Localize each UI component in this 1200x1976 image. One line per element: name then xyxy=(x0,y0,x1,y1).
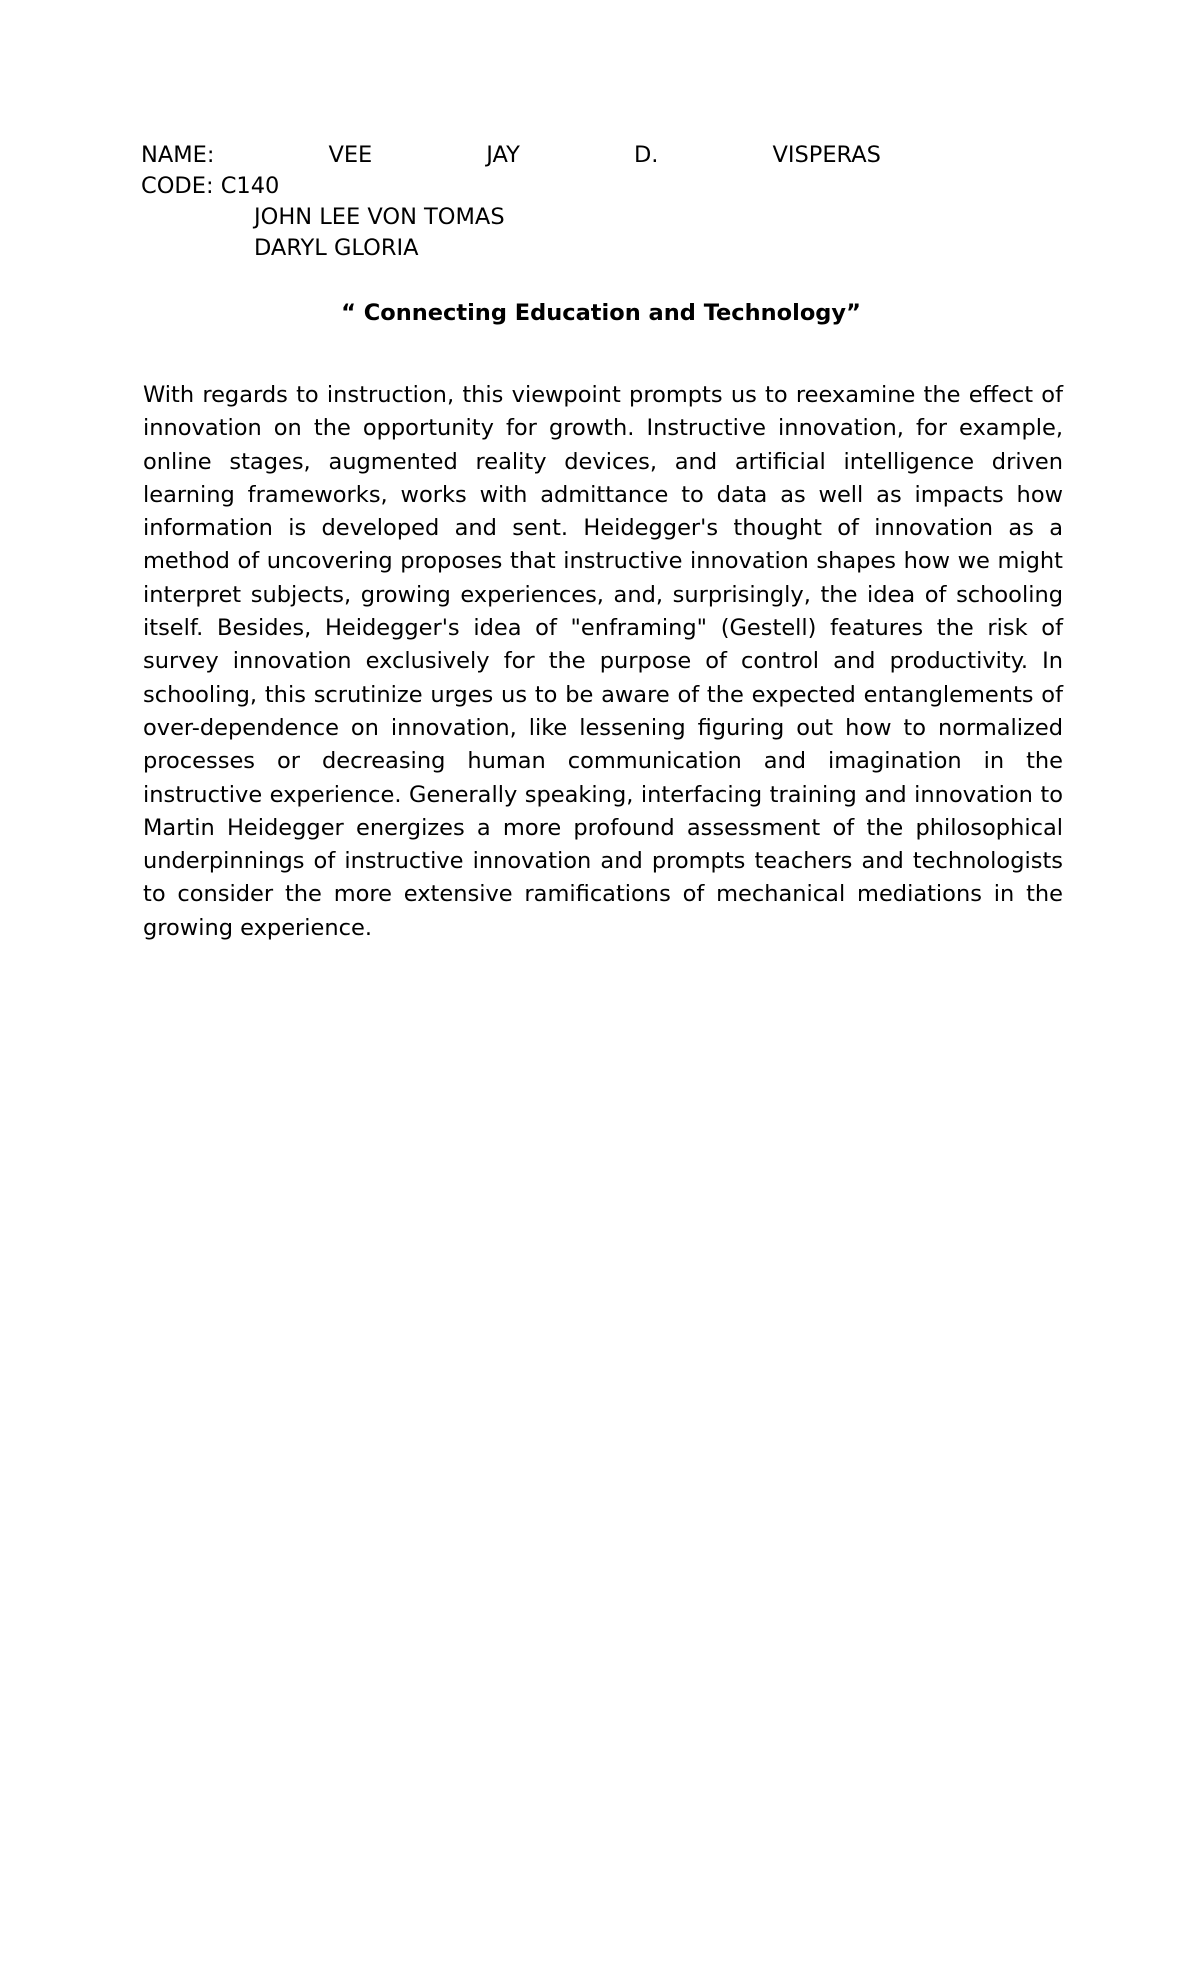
member-name-1: JOHN LEE VON TOMAS xyxy=(254,204,505,230)
name-part-middle: JAY xyxy=(486,142,520,168)
header-block xyxy=(141,140,1061,264)
name-part-initial: D. xyxy=(633,142,659,168)
document-title: “ Connecting Education and Technology” xyxy=(341,300,861,326)
body-paragraph: With regards to instruction, this viewpoint prompts us to reexamine the effect of innovation on the opportunity for growth. Instructive innovation, for example, online stages, augmented reality devices, and artificial intelligence driven learning frameworks, works with admittance to data as well as impacts how information is developed and sent. Heidegger's thought of innovation as a method of uncovering proposes that instructive innovation shapes how we might interpret subjects, growing experiences, and, surprisingly, the idea of schooling itself. Besides, Heidegger's idea of "enframing" (Gestell) features the risk of survey innovation exclusively for the purpose of control and productivity. In schooling, this scrutinize urges us to be aware of the expected entanglements of over-dependence on innovation, like lessening figuring out how to normalized processes or decreasing human communication and imagination in the instructive experience. Generally speaking, interfacing training and innovation to Martin Heidegger energizes a more profound assessment of the philosophical underpinnings of instructive innovation and prompts teachers and technologists to consider the more extensive ramifications of mechanical mediations in the growing experience. xyxy=(143,382,1063,941)
member-name-2: DARYL GLORIA xyxy=(254,235,419,261)
name-part-last: VISPERAS xyxy=(772,142,881,168)
name-label: NAME: xyxy=(141,142,215,168)
name-line xyxy=(141,140,881,171)
code-line: CODE: C140 xyxy=(141,173,280,199)
name-part-first: VEE xyxy=(328,142,373,168)
